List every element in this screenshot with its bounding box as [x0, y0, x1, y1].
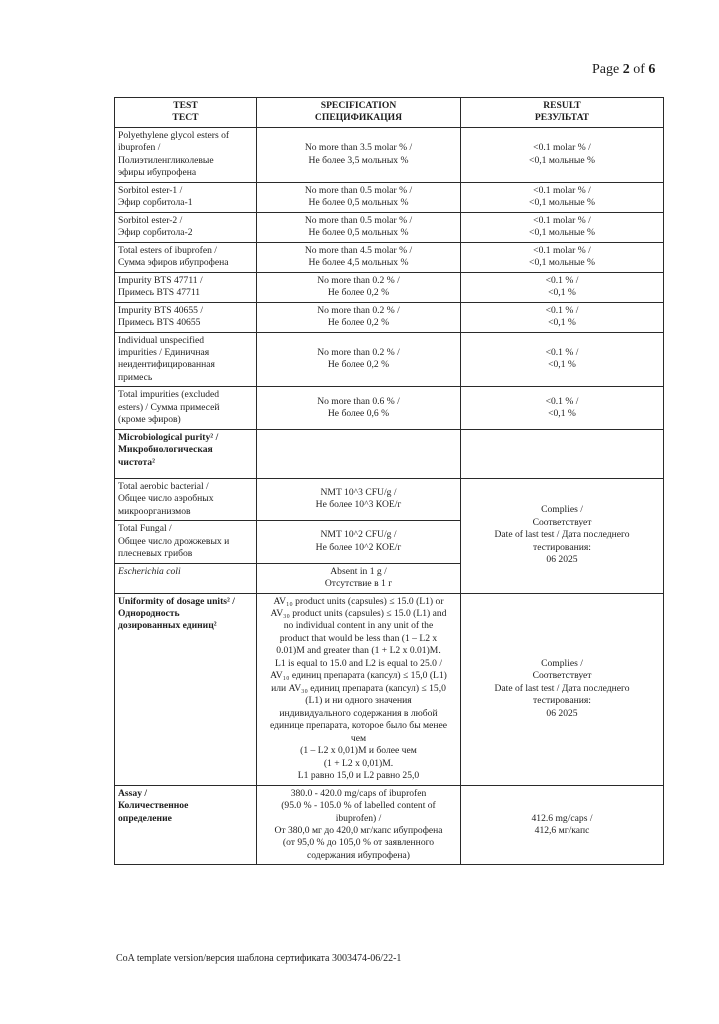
result-cell-line: <0.1 molar % / — [533, 142, 591, 154]
result-cell — [461, 785, 664, 865]
specification-cell-line: От 380,0 мг до 420,0 мг/капс ибупрофена — [274, 824, 443, 836]
test-name-cell-line: Общее число дрожжевых и — [118, 535, 230, 547]
test-name-cell-line: Общее число аэробных — [118, 493, 214, 505]
table-row-assay — [115, 785, 664, 865]
specification-cell-line: Absent in 1 g / — [330, 565, 387, 577]
result-cell-line: <0,1 % — [548, 408, 576, 420]
test-name-cell-line: Эфир сорбитола-2 — [118, 227, 193, 239]
test-name-cell — [115, 478, 257, 520]
result-cell-line: <0,1 % — [548, 317, 576, 329]
footer-template-version: CoA template version/версия шаблона сертификата 3003474-06/22-1 — [116, 953, 402, 964]
table-row — [115, 212, 664, 242]
result-cell — [461, 593, 664, 785]
table-row — [115, 182, 664, 212]
specification-cell-line: чем — [350, 732, 367, 744]
specification-cell-line: (от 95,0 % до 105,0 % от заявленного — [282, 837, 435, 849]
test-name-cell-line: Individual unspecified — [118, 334, 205, 346]
result-cell-empty — [461, 429, 664, 478]
table-row-uniformity — [115, 593, 664, 785]
test-name-cell-line: Примесь BTS 40655 — [118, 317, 201, 329]
test-name-cell — [115, 387, 257, 429]
result-cell — [461, 212, 664, 242]
specification-cell-line: No more than 0.6 % / — [317, 395, 400, 407]
test-name-cell-line: Sorbitol ester-2 / — [118, 214, 183, 226]
header-test: TEST ТЕСТ — [115, 98, 257, 128]
test-name-cell-line: плесневых грибов — [118, 548, 193, 560]
specification-cell-line: 380.0 - 420.0 mg/caps of ibuprofen — [290, 787, 427, 799]
specification-cell — [257, 332, 461, 387]
header-specification: SPECIFICATION СПЕЦИФИКАЦИЯ — [257, 98, 461, 128]
test-name-cell-line: Polyethylene glycol esters of — [118, 129, 230, 141]
specification-cell-line: No more than 3.5 molar % / — [304, 142, 413, 154]
specification-cell-line: Отсутствие в 1 г — [324, 578, 393, 590]
specification-cell-line: (95.0 % - 105.0 % of labelled content of — [281, 800, 436, 812]
result-cell-line: Date of last test / Дата последнего — [494, 682, 630, 694]
test-name-cell-line: эфиры ибупрофена — [118, 167, 197, 179]
micro-result-cell-line: тестирования: — [533, 541, 591, 553]
specification-cell-line: No more than 0.2 % / — [317, 346, 400, 358]
result-cell — [461, 127, 664, 182]
specification-cell — [257, 593, 461, 785]
result-cell-line: <0.1 % / — [545, 346, 579, 358]
test-name-cell — [115, 593, 257, 785]
specification-cell — [257, 478, 461, 520]
test-name-cell — [115, 242, 257, 272]
result-cell-line: <0.1 molar % / — [533, 184, 591, 196]
result-cell-line: <0.1 molar % / — [533, 244, 591, 256]
micro-result-cell-line: 06 2025 — [546, 554, 578, 566]
specification-cell — [257, 272, 461, 302]
test-name-cell — [115, 332, 257, 387]
table-row — [115, 127, 664, 182]
specification-cell — [257, 242, 461, 272]
specification-cell-line: (1 + L2 x 0,01)M. — [323, 757, 394, 769]
micro-heading-cell-line: чистота² — [118, 456, 155, 468]
result-cell-line: <0,1 мольные % — [529, 154, 595, 166]
test-name-cell-line: esters) / Сумма примесей — [118, 401, 220, 413]
specification-cell-line: NMT 10^2 CFU/g / — [320, 529, 397, 541]
specification-cell-line: Не более 0,5 мольных % — [308, 197, 409, 209]
specification-cell-line: NMT 10^3 CFU/g / — [320, 487, 397, 499]
table-row — [115, 272, 664, 302]
result-cell — [461, 332, 664, 387]
specification-cell-line: единице препарата, которое было бы менее — [269, 720, 448, 732]
specification-cell-line: индивидуального содержания в любой — [279, 707, 438, 719]
specification-cell-line: No more than 4.5 molar % / — [304, 244, 413, 256]
test-name-cell-line: определение — [118, 812, 172, 824]
test-name-cell-line: (кроме эфиров) — [118, 414, 181, 426]
result-cell-line: <0,1 мольные % — [529, 257, 595, 269]
result-cell-line: <0,1 мольные % — [529, 197, 595, 209]
specification-cell-line: Не более 0,2 % — [327, 317, 390, 329]
specification-cell-line: или AV₃₀ единиц препарата (капсул) ≤ 15,0 — [271, 682, 446, 694]
test-name-cell — [115, 302, 257, 332]
test-name-cell-line: impurities / Единичная — [118, 346, 210, 358]
test-name-cell-line: Impurity BTS 47711 / — [118, 274, 203, 286]
specification-cell — [257, 302, 461, 332]
micro-result-cell-line: Соответствует — [532, 516, 592, 528]
micro-heading-row — [115, 429, 664, 478]
test-name-cell-line: Total Fungal / — [118, 523, 172, 535]
result-cell — [461, 272, 664, 302]
specification-cell-line: L1 равно 15,0 и L2 равно 25,0 — [297, 770, 420, 782]
test-name-cell-line: Escherichia coli — [118, 565, 181, 577]
specification-cell — [257, 785, 461, 865]
coa-test-table — [114, 97, 664, 865]
specification-cell — [257, 521, 461, 563]
specification-cell-line: (1 – L2 x 0,01)M и более чем — [300, 745, 417, 757]
specification-cell-line: AV₁₀ product units (capsules) ≤ 15.0 (L1) or — [273, 595, 444, 607]
micro-result-cell — [461, 478, 664, 593]
test-name-cell-line: Total impurities (excluded — [118, 389, 220, 401]
micro-heading-cell-line: Микробиологическая — [118, 444, 213, 456]
specification-cell — [257, 212, 461, 242]
micro-result-cell-line: Complies / — [541, 504, 583, 516]
specification-cell-line: L1 is equal to 15.0 and L2 is equal to 25.0 / — [274, 657, 443, 669]
test-name-cell-line: Эфир сорбитола-1 — [118, 197, 193, 209]
result-cell — [461, 302, 664, 332]
result-cell-line: Соответствует — [532, 670, 592, 682]
result-cell — [461, 182, 664, 212]
table-row — [115, 242, 664, 272]
table-header-row — [115, 98, 664, 128]
specification-cell-line: No more than 0.2 % / — [317, 274, 400, 286]
specification-cell-line: Не более 0,2 % — [327, 359, 390, 371]
result-cell-line: 412,6 мг/капс — [534, 824, 590, 836]
test-name-cell — [115, 272, 257, 302]
micro-heading-cell — [115, 429, 257, 478]
test-name-cell — [115, 127, 257, 182]
test-name-cell — [115, 521, 257, 563]
result-cell-line: тестирования: — [533, 695, 591, 707]
specification-cell-line: Не более 0,6 % — [327, 408, 390, 420]
specification-cell-line: Не более 10^2 КОЕ/г — [315, 541, 402, 553]
specification-cell-line: No more than 0.5 molar % / — [304, 184, 413, 196]
page-number: Page 2 of 6 — [592, 62, 656, 77]
specification-cell-line: product that would be less than (1 – L2 x — [279, 632, 438, 644]
result-cell-line: <0.1 molar % / — [533, 214, 591, 226]
table-row-tamc — [115, 478, 664, 520]
test-name-cell-line: Примесь BTS 47711 — [118, 287, 201, 299]
test-name-cell-line: неидентифицированная — [118, 359, 215, 371]
test-name-cell — [115, 212, 257, 242]
specification-cell-line: Не более 10^3 КОЕ/г — [315, 499, 402, 511]
specification-cell-line: 0.01)M and greater than (1 + L2 x 0.01)M. — [276, 645, 441, 657]
test-name-cell-line: Сумма эфиров ибупрофена — [118, 257, 229, 269]
specification-cell-line: AV₁₀ единиц препарата (капсул) ≤ 15,0 (L1) — [270, 670, 447, 682]
test-name-cell-line: Sorbitol ester-1 / — [118, 184, 183, 196]
test-name-cell-line: Uniformity of dosage units² / — [118, 595, 235, 607]
specification-cell — [257, 563, 461, 593]
specification-cell-line: Не более 3,5 мольных % — [308, 154, 409, 166]
specification-cell-line: No more than 0.5 molar % / — [304, 214, 413, 226]
specification-cell-empty — [257, 429, 461, 478]
result-cell-line: 412.6 mg/caps / — [531, 812, 593, 824]
micro-result-cell-line: Date of last test / Дата последнего — [494, 529, 630, 541]
specification-cell-line: содержания ибупрофена) — [307, 849, 410, 861]
test-name-cell-line: примесь — [118, 371, 153, 383]
specification-cell-line: ibuprofen) / — [335, 812, 382, 824]
specification-cell-line: (L1) и ни одного значения — [305, 695, 412, 707]
test-name-cell-line: микроорганизмов — [118, 505, 191, 517]
specification-cell-line: no individual content in any unit of the — [283, 620, 434, 632]
test-name-cell — [115, 563, 257, 593]
test-name-cell — [115, 182, 257, 212]
table-row — [115, 302, 664, 332]
result-cell-line: <0.1 % / — [545, 304, 579, 316]
specification-cell — [257, 387, 461, 429]
result-cell-line: <0,1 % — [548, 359, 576, 371]
table-row — [115, 332, 664, 387]
table-row — [115, 387, 664, 429]
specification-cell-line: Не более 0,2 % — [327, 287, 390, 299]
specification-cell-line: AV₃₀ product units (capsules) ≤ 15.0 (L1) and — [270, 608, 447, 619]
result-cell-line: Complies / — [541, 657, 583, 669]
specification-cell-line: Не более 4,5 мольных % — [308, 257, 409, 269]
header-result: RESULT РЕЗУЛЬТАТ — [461, 98, 664, 128]
test-name-cell — [115, 785, 257, 865]
test-name-cell-line: Однородность — [118, 608, 180, 619]
test-name-cell-line: Assay / — [118, 787, 148, 799]
test-name-cell-line: Количественное — [118, 800, 189, 812]
test-name-cell-line: дозированных единиц² — [118, 620, 217, 632]
test-name-cell-line: Total aerobic bacterial / — [118, 480, 209, 492]
test-name-cell-line: Impurity BTS 40655 / — [118, 304, 204, 316]
result-cell-line: 06 2025 — [546, 707, 578, 719]
specification-cell — [257, 127, 461, 182]
result-cell-line: <0,1 мольные % — [529, 227, 595, 239]
result-cell — [461, 242, 664, 272]
result-cell-line: <0,1 % — [548, 287, 576, 299]
result-cell-line: <0.1 % / — [545, 274, 579, 286]
test-name-cell-line: Полиэтиленгликолевые — [118, 154, 214, 166]
result-cell-line: <0.1 % / — [545, 395, 579, 407]
micro-heading-cell-line: Microbiological purity² / — [118, 431, 219, 443]
result-cell — [461, 387, 664, 429]
specification-cell-line: Не более 0,5 мольных % — [308, 227, 409, 239]
specification-cell-line: No more than 0.2 % / — [317, 304, 400, 316]
test-name-cell-line: ibuprofen / — [118, 142, 161, 154]
specification-cell — [257, 182, 461, 212]
test-name-cell-line: Total esters of ibuprofen / — [118, 244, 217, 256]
